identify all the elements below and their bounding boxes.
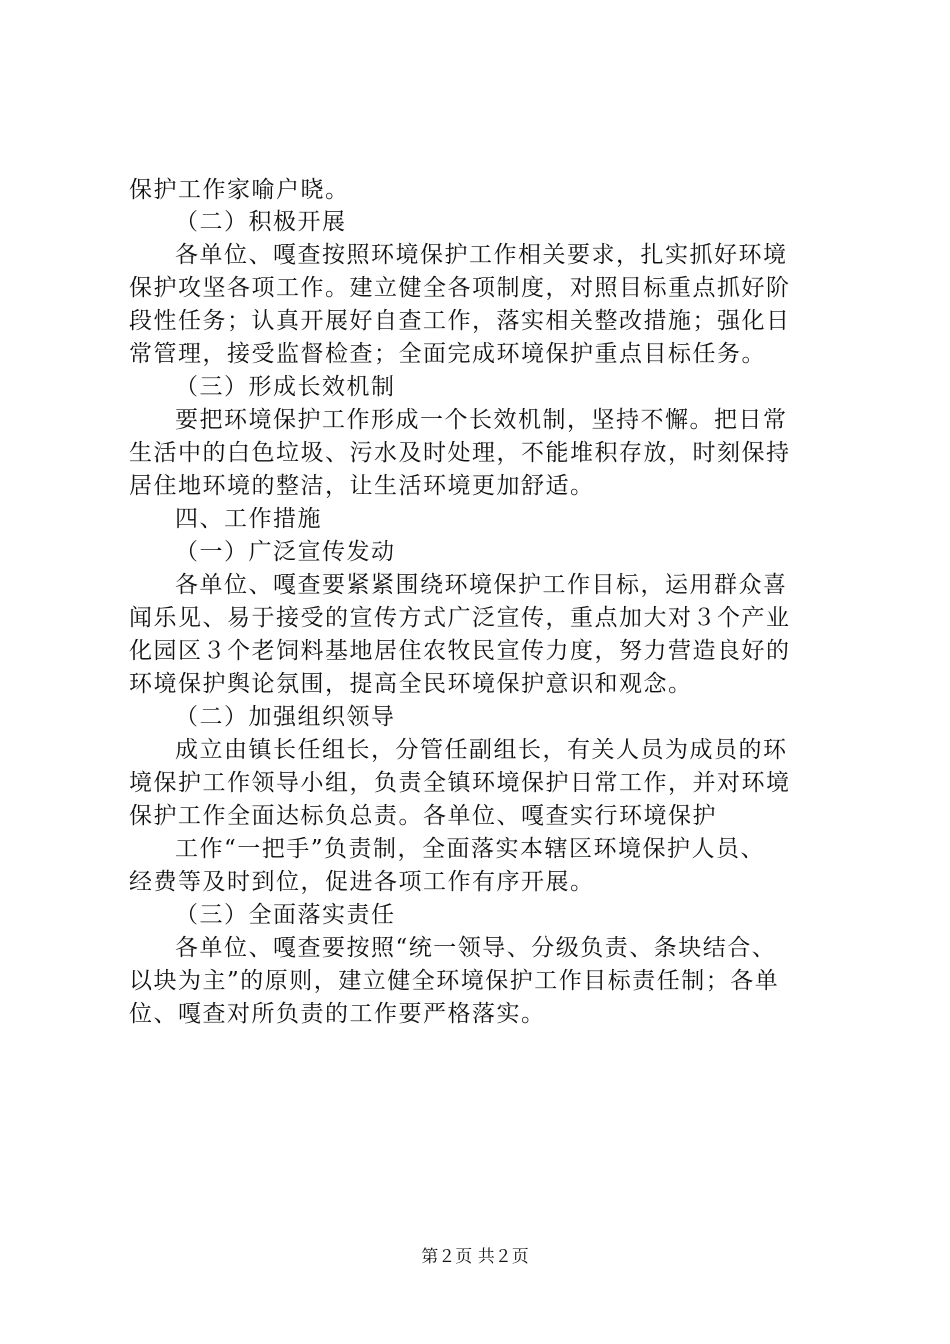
body-line: 保护攻坚各项工作。建立健全各项制度，对照目标重点抓好阶 — [129, 275, 791, 301]
body-line: 成立由镇长任组长，分管任副组长，有关人员为成员的环 — [175, 737, 788, 763]
section-heading: （二）加强组织领导 — [175, 704, 396, 730]
body-line: 境保护工作领导小组，负责全镇环境保护日常工作，并对环境 — [129, 770, 791, 796]
body-line: 生活中的白色垃圾、污水及时处理，不能堆积存放，时刻保持 — [129, 440, 791, 466]
body-line: 经费等及时到位，促进各项工作有序开展。 — [129, 869, 595, 895]
body-line: 闻乐见、易于接受的宣传方式广泛宣传，重点加大对３个产业 — [129, 605, 791, 631]
section-heading: （二）积极开展 — [175, 209, 347, 235]
body-line: 化园区３个老饲料基地居住农牧民宣传力度，努力营造良好的 — [129, 638, 791, 664]
body-line: 位、嘎查对所负责的工作要严格落实。 — [129, 1001, 546, 1027]
body-line: 各单位、嘎查按照环境保护工作相关要求，扎实抓好环境 — [175, 242, 788, 268]
body-line: 居住地环境的整洁，让生活环境更加舒适。 — [129, 473, 595, 499]
body-line: 各单位、嘎查要紧紧围绕环境保护工作目标，运用群众喜 — [175, 572, 788, 598]
section-heading: （三）形成长效机制 — [175, 374, 396, 400]
body-line: 保护工作家喻户晓。 — [129, 177, 350, 203]
section-heading: （三）全面落实责任 — [175, 902, 396, 928]
body-line: 常管理，接受监督检查；全面完成环境保护重点目标任务。 — [129, 341, 766, 367]
body-line: 工作“一把手”负责制，全面落实本辖区环境保护人员、 — [175, 836, 766, 862]
body-line: 各单位、嘎查要按照“统一领导、分级负责、条块结合、 — [175, 935, 777, 961]
section-heading: （一）广泛宣传发动 — [175, 539, 396, 565]
body-line: 环境保护舆论氛围，提高全民环境保护意识和观念。 — [129, 671, 693, 697]
body-line: 段性任务；认真开展好自查工作，落实相关整改措施；强化日 — [129, 308, 791, 334]
page-footer: 第２页 共２页 — [421, 1247, 529, 1267]
chapter-heading: 四、工作措施 — [175, 506, 322, 532]
body-line: 保护工作全面达标负总责。各单位、嘎查实行环境保护 — [129, 803, 717, 829]
body-line: 以块为主”的原则，建立健全环境保护工作目标责任制；各单 — [129, 968, 780, 994]
body-line: 要把环境保护工作形成一个长效机制，坚持不懈。把日常 — [175, 407, 788, 433]
